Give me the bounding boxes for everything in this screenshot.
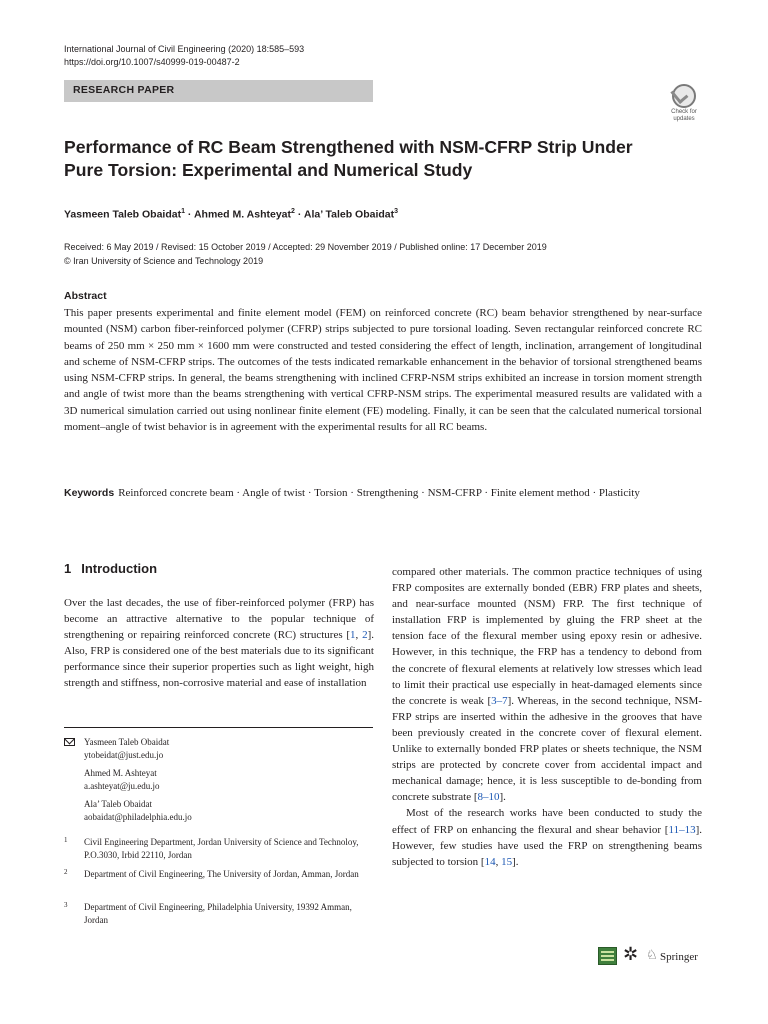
citation-link[interactable]: 15 — [501, 855, 513, 868]
intro-paragraph — [392, 564, 702, 805]
author-affiliation-mark: 3 — [394, 208, 399, 215]
citation-link[interactable]: 14 — [484, 855, 496, 868]
footnote-divider — [64, 727, 373, 728]
contact-name: Ahmed M. Ashteyat — [84, 768, 157, 778]
text-run: ]. Whereas, in the second technique, NSM-FRP strips are inserted within the adhesive in the grooves that have been previously created in the concrete cover of flexural element. Unlike to externally bonded FRP plates or sheets technique, the NSM strips are protected by concrete cover from accidental impact and mechanical damage; hence, it is less susceptible to de-bonding from concrete substrate [ — [392, 694, 702, 804]
author-name[interactable]: Ahmed M. Ashteyat — [193, 208, 292, 221]
paper-title: Performance of RC Beam Strengthened with NSM-CFRP Strip Under Pure Torsion: Experimental and Numerical Study — [64, 137, 633, 180]
doi-link[interactable]: https://doi.org/10.1007/s40999-019-00487-2 — [64, 57, 240, 67]
text-run: ]. Also, FRP is considered one of the best materials due to its significant performance since their superior properties such as light weight, high strength and stiffness, non-corrosive material and ease of installation — [64, 629, 374, 690]
keywords-section — [64, 485, 704, 502]
author-affiliation-mark: 1 — [181, 208, 186, 215]
keywords-label: Keywords — [64, 487, 115, 499]
section-number: 1 — [64, 561, 72, 576]
affiliation-text: Department of Civil Engineering, Philadelphia University, 19392 Amman, Jordan — [84, 902, 352, 925]
publisher-name: Springer — [660, 951, 698, 963]
right-column — [392, 564, 702, 870]
contact-email[interactable]: a.ashteyat@ju.edu.jo — [84, 780, 160, 791]
text-run: ]. — [499, 791, 506, 804]
citation-link[interactable]: 1 — [350, 629, 356, 642]
abstract-heading: Abstract — [64, 290, 107, 302]
publisher-footer — [598, 945, 708, 969]
author-list — [64, 205, 398, 222]
citation-link[interactable]: 2 — [362, 629, 368, 642]
contact-email[interactable]: aobaidat@philadelphia.edu.jo — [84, 811, 192, 822]
intro-paragraph — [392, 805, 702, 869]
journal-logo-icon — [598, 947, 617, 965]
intro-paragraph — [64, 595, 374, 692]
publication-dates: Received: 6 May 2019 / Revised: 15 October 2019 / Accepted: 29 November 2019 / Published online: 17 December 2019 — [64, 242, 547, 252]
text-run: , — [355, 629, 363, 642]
text-run: ]. However, few studies have used the FRP on strengthening beams subjected to torsion [ — [392, 823, 702, 868]
citation-link[interactable]: 11–13 — [668, 823, 696, 836]
affiliation-number: 1 — [64, 836, 68, 844]
paper-type-label: RESEARCH PAPER — [73, 84, 175, 96]
text-run: Most of the research works have been conducted to study the effect of FRP on enhancing the flexural and shear behavior [ — [392, 807, 702, 836]
check-for-updates-badge[interactable] — [664, 84, 704, 124]
society-emblem-icon: ✲ — [623, 944, 639, 965]
citation-link[interactable]: 8–10 — [477, 791, 500, 804]
author-name[interactable]: Ala’ Taleb Obaidat — [303, 208, 395, 221]
author-name[interactable]: Yasmeen Taleb Obaidat — [64, 208, 182, 221]
contact-name: Yasmeen Taleb Obaidat — [84, 737, 170, 747]
author-separator: · — [294, 208, 304, 221]
author-affiliation-mark: 2 — [291, 208, 295, 215]
contact-email[interactable]: ytobeidat@just.edu.jo — [84, 749, 164, 760]
section-title: Introduction — [81, 561, 158, 576]
text-run: compared other materials. The common practice techniques of using FRP composites are externally bonded (EBR) FRP plates and sheets, and near-surface mounted (NSM) FRP. The first technique of installation FRP is implemented by gluing the FRP sheet at the tension face of the flexural member using epoxy resin or adhesive. However, in this technique, the FRP has a tendency to debond from the concrete of flexural elements at relatively low stresses which lead to limit their practical use especially in heat-damaged elements since the concrete is weak [ — [392, 566, 702, 707]
envelope-icon — [64, 738, 75, 746]
check-updates-icon — [672, 84, 696, 108]
keywords-list: Reinforced concrete beam · Angle of twist · Torsion · Strengthening · NSM-CFRP · Finite element method · Plasticity — [118, 487, 640, 499]
journal-citation: International Journal of Civil Engineering (2020) 18:585–593 — [64, 44, 305, 54]
affiliation-number: 2 — [64, 868, 68, 876]
contact-name: Ala’ Taleb Obaidat — [84, 799, 153, 809]
text-run: , — [495, 855, 502, 868]
paper-type-banner — [64, 80, 373, 102]
left-column — [64, 595, 374, 692]
affiliation-text: Department of Civil Engineering, The University of Jordan, Amman, Jordan — [84, 869, 359, 879]
affiliation-text: Civil Engineering Department, Jordan University of Science and Technoloy, P.O.3030, Irbid 22110, Jordan — [84, 837, 359, 860]
text-run: ]. — [512, 855, 519, 868]
abstract-text: This paper presents experimental and finite element model (FEM) on reinforced concrete (RC) beam behavior strengthened by near-surface mounted (NSM) carbon fiber-reinforced polymer (CFRP) strips subjected to pure torsional loading. Seven rectangular reinforced concrete RC beams of 250 mm × 250 mm × 1600 mm were constructed and tested considering the effect of length, inclination, arrangement of longitudinal and scheme of NSM-CFRP strips. The outcomes of the tests indicated remarkable enhancement in the behavior of torsional strengthened beams using NSM-CFRP strips. In general, the beams strengthening with inclined CFRP-NSM strips exhibited an increase in torsion moment strength and angle of twist more than the beams strengthening with vertical CFRP-NSM strips. The experimental measured results are validated with a 3D numerical simulation carried out using nonlinear finite element (FE) modeling. Finally, it can be seen that the calculated numerical torsional moment–angle of twist behavior is in agreement with the experimental results for all RC beams. — [64, 307, 702, 434]
copyright-notice: © Iran University of Science and Technology 2019 — [64, 256, 264, 266]
author-separator: · — [185, 208, 194, 221]
affiliation-number: 3 — [64, 901, 68, 909]
text-run: Over the last decades, the use of fiber-reinforced polymer (FRP) has become an attractive alternative to the popular technique of strengthening or repairing reinforced concrete (RC) structures [ — [64, 597, 374, 642]
section-heading-introduction — [64, 561, 157, 576]
corresponding-author-block — [64, 736, 373, 822]
citation-link[interactable]: 3–7 — [491, 694, 508, 707]
springer-horse-icon: ♘ — [646, 948, 658, 963]
check-updates-label: Check for updates — [671, 109, 697, 122]
